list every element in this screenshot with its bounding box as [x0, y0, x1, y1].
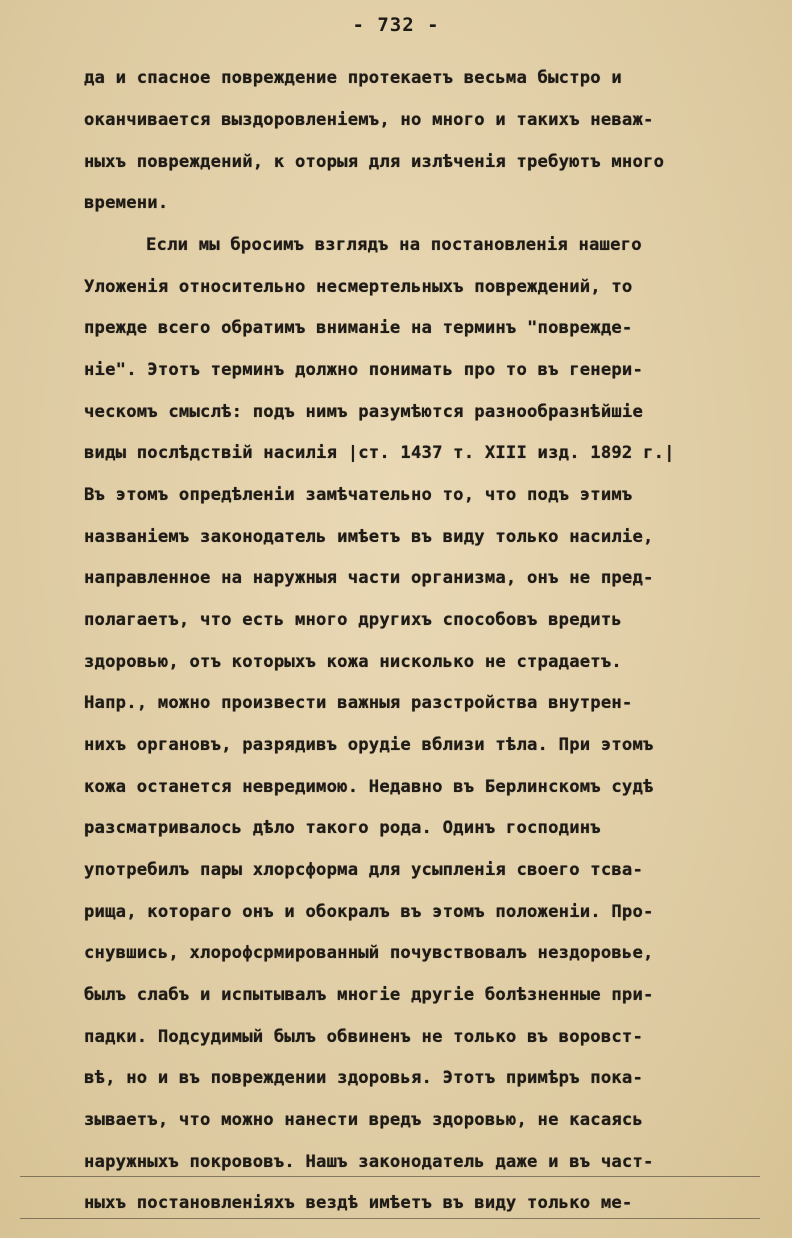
- text-line: зываетъ, что можно нанести вредъ здоровью, не касаясь: [84, 1110, 644, 1130]
- text-line: Напр., можно произвести важныя разстройства внутрен-: [84, 693, 633, 713]
- text-line: Если мы бросимъ взглядъ на постановленія нашего: [146, 235, 642, 255]
- divider-line: [20, 1218, 760, 1219]
- text-line: падки. Подсудимый былъ обвиненъ не только въ воровст-: [84, 1027, 644, 1047]
- text-line: оканчивается выздоровленiемъ, но много и такихъ неваж-: [84, 110, 654, 130]
- text-line: времени.: [84, 193, 169, 213]
- text-line: виды послѣдствій насилія |ст. 1437 т. XIII изд. 1892 г.|: [84, 443, 675, 463]
- text-line: снувшись, хлорофсрмированный почувствовалъ нездоровье,: [84, 943, 654, 963]
- text-line: ніе". Этотъ терминъ должно понимать про то въ генери-: [84, 360, 644, 380]
- text-line: кожа останется невредимою. Недавно въ Берлинскомъ судѣ: [84, 777, 654, 797]
- text-line: ческомъ смыслѣ: подъ нимъ разумѣются разнообразнѣйшiе: [84, 402, 644, 422]
- text-line: Уложенія относительно несмертельныхъ повреждений, то: [84, 277, 633, 297]
- text-line: разсматривалось дѣло такого рода. Одинъ господинъ: [84, 818, 601, 838]
- text-line: нихъ органовъ, разрядивъ орудіе вблизи тѣла. При этомъ: [84, 735, 654, 755]
- text-line: да и спасное повреждение протекаетъ весьма быстро и: [84, 68, 622, 88]
- text-line: ныхъ повреждений, к оторыя для излѣченія требуютъ много: [84, 152, 665, 172]
- text-line: здоровью, отъ которыхъ кожа нисколько не страдаетъ.: [84, 652, 622, 672]
- text-line: употребилъ пары хлорсформа для усыпленія своего тсва-: [84, 860, 644, 880]
- text-line: Въ этомъ опредѣленіи замѣчательно то, что подъ этимъ: [84, 485, 633, 505]
- text-line: наружныхъ покрововъ. Нашъ законодатель даже и въ част-: [84, 1152, 654, 1172]
- text-line: былъ слабъ и испытывалъ многіе другіе болѣзненные при-: [84, 985, 654, 1005]
- text-line: прежде всего обратимъ вниманіе на терминъ "повреждe-: [84, 318, 633, 338]
- text-line: вѣ, но и въ повреждении здоровья. Этотъ примѣръ пока-: [84, 1068, 644, 1088]
- text-line: ныхъ постановленіяхъ вездѣ имѣетъ въ виду только ме-: [84, 1193, 633, 1213]
- divider-line: [20, 1176, 760, 1177]
- text-line: рища, котораго онъ и обокралъ въ этомъ положеніи. Про-: [84, 902, 654, 922]
- text-line: направленное на наружныя части организма, онъ не пред-: [84, 568, 654, 588]
- text-line: названіемъ законодатель имѣетъ въ виду только насиліе,: [84, 527, 654, 547]
- text-line: полагаетъ, что есть много другихъ способовъ вредить: [84, 610, 622, 630]
- page-number: - 732 -: [352, 14, 440, 36]
